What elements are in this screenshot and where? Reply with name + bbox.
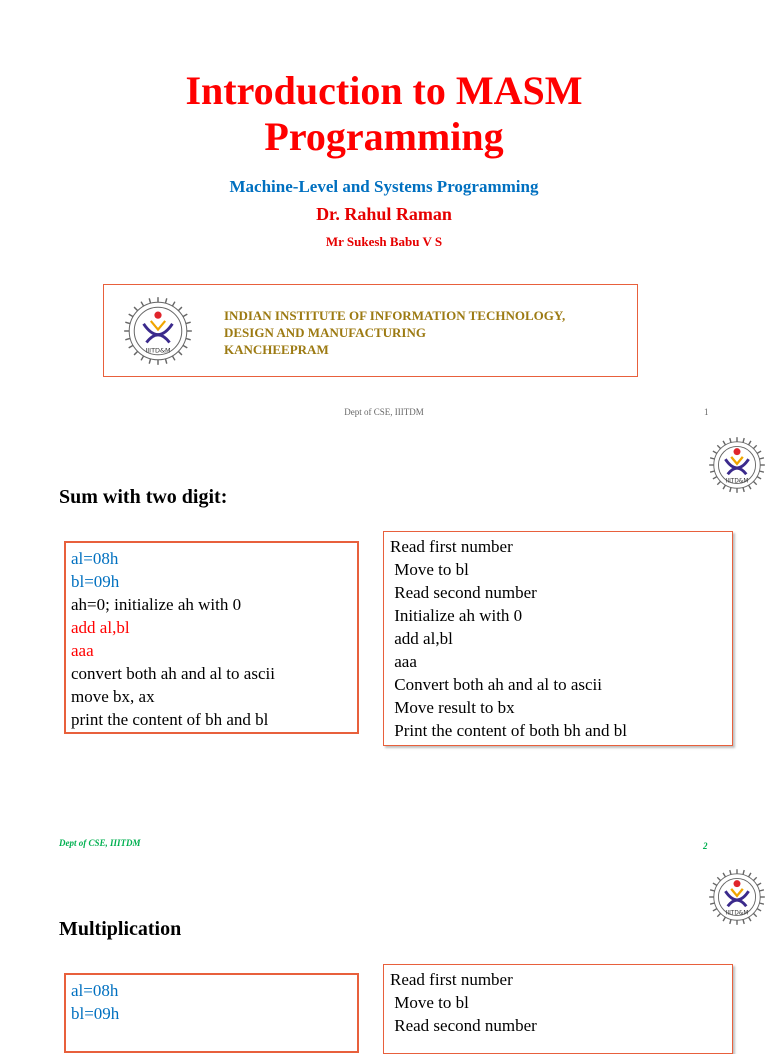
- code-line: move bx, ax: [71, 687, 155, 706]
- institute-line-2: DESIGN AND MANUFACTURING: [224, 325, 426, 340]
- code-line: aaa: [71, 641, 94, 660]
- title-line-1: Introduction to MASM: [185, 68, 583, 113]
- description-line: Print the content of both bh and bl: [390, 721, 628, 740]
- code-line: add al,bl: [71, 618, 130, 637]
- section-heading: Sum with two digit:: [59, 486, 228, 508]
- institute-line-1: INDIAN INSTITUTE OF INFORMATION TECHNOLOGY,: [224, 308, 566, 323]
- institute-logo-text: IIITD&M: [725, 910, 749, 917]
- slide-subtitle: Machine-Level and Systems Programming: [229, 177, 539, 196]
- code-box: [64, 973, 359, 1053]
- institute-logo-icon: [708, 436, 766, 494]
- description-line: Move result to bx: [390, 698, 515, 717]
- code-line: al=08h: [71, 549, 119, 568]
- institute-logo-text: IIITD&M: [145, 346, 171, 355]
- code-line: bl=09h: [71, 1004, 120, 1023]
- description-line: Read first number: [390, 970, 513, 989]
- coauthor-name: Mr Sukesh Babu V S: [325, 234, 443, 249]
- code-line: print the content of bh and bl: [71, 710, 269, 729]
- description-line: Read second number: [390, 1016, 537, 1035]
- description-line: Move to bl: [390, 560, 469, 579]
- code-line: al=08h: [71, 981, 119, 1000]
- code-line: ah=0; initialize ah with 0: [71, 595, 242, 614]
- institute-logo-icon: [122, 295, 194, 367]
- description-line: Read first number: [390, 537, 513, 556]
- institute-line-3: KANCHEEPRAM: [224, 342, 329, 357]
- description-line: Convert both ah and al to ascii: [390, 675, 602, 694]
- description-line: Move to bl: [390, 993, 469, 1012]
- author-name: Dr. Rahul Raman: [316, 204, 452, 224]
- section-heading: Multiplication: [59, 918, 182, 940]
- description-line: aaa: [390, 652, 417, 671]
- institute-name: [224, 307, 565, 358]
- code-line: convert both ah and al to ascii: [71, 664, 275, 683]
- description-line: Initialize ah with 0: [390, 606, 523, 625]
- institute-logo-icon: [708, 868, 766, 926]
- slide-title: [0, 68, 768, 160]
- institute-box: [103, 284, 638, 377]
- institute-logo-text: IIITD&M: [725, 478, 749, 485]
- title-line-2: Programming: [264, 114, 504, 159]
- slide-footer: Dept of CSE, IIITDM: [344, 407, 424, 417]
- slide-footer: Dept of CSE, IIITDM: [59, 838, 141, 848]
- description-line: add al,bl: [390, 629, 453, 648]
- page-number: 1: [704, 407, 709, 417]
- page-number: 2: [703, 841, 708, 851]
- description-box: [383, 531, 733, 746]
- code-line: bl=09h: [71, 572, 120, 591]
- description-box: [383, 964, 733, 1054]
- code-box: [64, 541, 359, 734]
- description-line: Read second number: [390, 583, 537, 602]
